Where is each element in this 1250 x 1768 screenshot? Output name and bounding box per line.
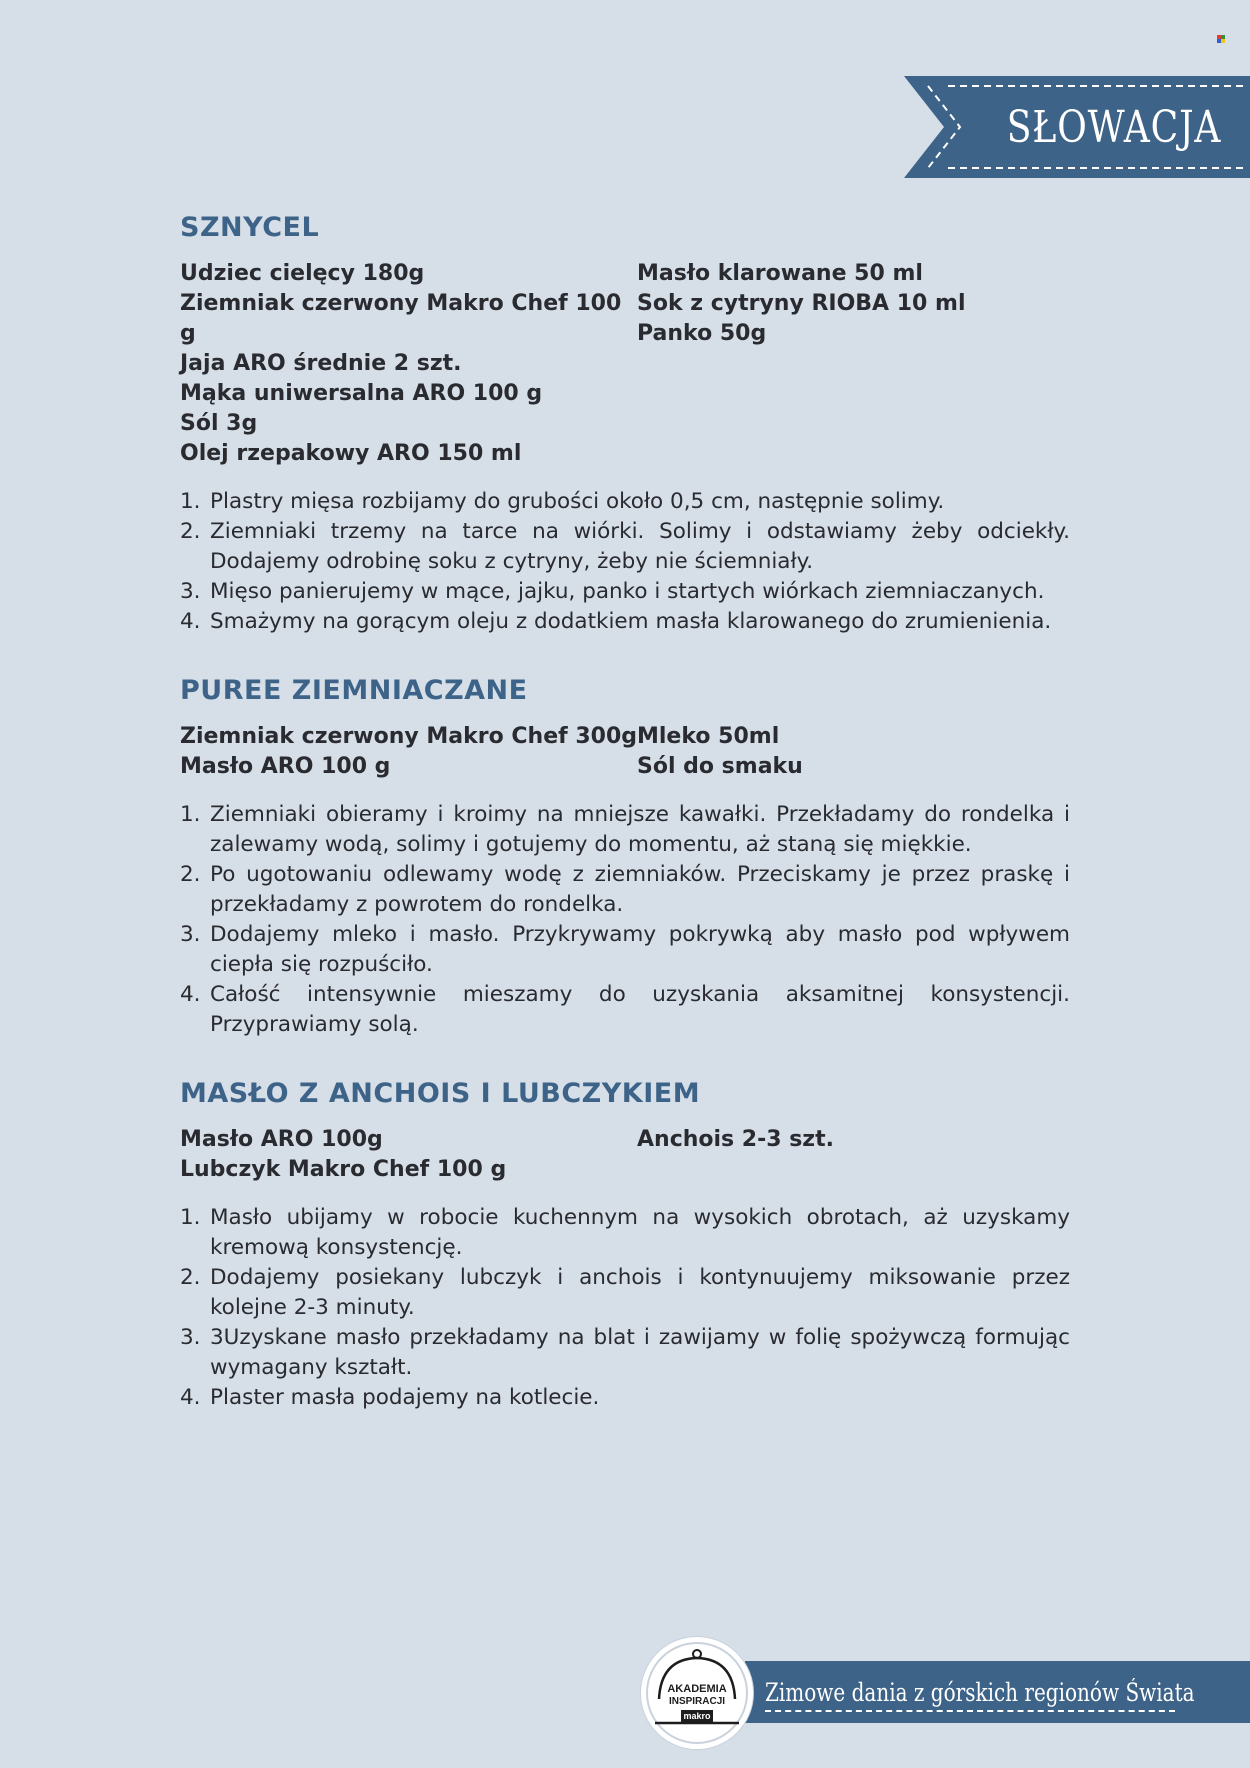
step-text: Masło ubijamy w robocie kuchennym na wysokich obrotach, aż uzyskamy kremową konsystencję.: [210, 1205, 1070, 1260]
ingredient-item: Ziemniak czerwony Makro Chef 100 g: [180, 291, 622, 346]
ingredients-left-column: [180, 1125, 637, 1185]
ingredients-list: [180, 1125, 1070, 1185]
corner-color-mark: [1217, 35, 1225, 43]
step-item: [180, 607, 1070, 637]
step-item: [180, 1383, 1070, 1413]
step-text: Ziemniaki obieramy i kroimy na mniejsze kawałki. Przekładamy do rondelka i zalewamy wodą, solimy i gotujemy do momentu, aż staną się miękkie.: [210, 802, 1070, 857]
ingredient-item: Masło ARO 100g: [180, 1127, 383, 1152]
step-item: [180, 487, 1070, 517]
step-text: 3Uzyskane masło przekładamy na blat i zawijamy w folię spożywczą formując wymagany kształt.: [210, 1325, 1070, 1380]
step-number: 4.: [180, 1385, 201, 1410]
step-text: Plaster masła podajemy na kotlecie.: [210, 1385, 600, 1410]
ingredient-item: Udziec cielęcy 180g: [180, 261, 425, 286]
step-item: [180, 920, 1070, 980]
logo-text-inspiracji: INSPIRACJI: [668, 1696, 726, 1707]
ingredient-item: Anchois 2-3 szt.: [637, 1127, 834, 1152]
step-number: 2.: [180, 862, 201, 887]
steps-list: [180, 800, 1070, 1040]
ingredient-item: Masło ARO 100 g: [180, 754, 391, 779]
ingredient-item: Masło klarowane 50 ml: [637, 261, 923, 286]
step-text: Dodajemy mleko i masło. Przykrywamy pokrywką aby masło pod wpływem ciepła się rozpuściło.: [210, 922, 1070, 977]
footer-dashed-line: [765, 1710, 1175, 1712]
step-text: Mięso panierujemy w mące, jajku, panko i startych wiórkach ziemniaczanych.: [210, 579, 1045, 604]
ingredient-item: Sok z cytryny RIOBA 10 ml: [637, 291, 966, 316]
step-text: Dodajemy posiekany lubczyk i anchois i kontynuujemy miksowanie przez kolejne 2-3 minuty.: [210, 1265, 1070, 1320]
step-number: 4.: [180, 609, 201, 634]
step-number: 1.: [180, 802, 201, 827]
step-item: [180, 980, 1070, 1040]
step-number: 3.: [180, 1325, 201, 1350]
ingredients-list: [180, 259, 1070, 469]
step-text: Całość intensywnie mieszamy do uzyskania aksamitnej konsystencji. Przyprawiamy solą.: [210, 982, 1070, 1037]
ingredients-right-column: [637, 722, 803, 782]
step-number: 3.: [180, 579, 201, 604]
country-title: SŁOWACJA: [1006, 101, 1222, 153]
step-number: 3.: [180, 922, 201, 947]
ingredients-right-column: [637, 259, 966, 469]
step-item: [180, 800, 1070, 860]
step-item: [180, 1203, 1070, 1263]
steps-list: [180, 1203, 1070, 1413]
logo-text-akademia: AKADEMIA: [667, 1683, 727, 1695]
step-number: 2.: [180, 1265, 201, 1290]
recipe-section-sznycel: [180, 212, 1070, 637]
ingredient-item: Ziemniak czerwony Makro Chef 300g: [180, 724, 638, 749]
step-number: 4.: [180, 982, 201, 1007]
ingredients-left-column: [180, 722, 637, 782]
ingredients-list: [180, 722, 1070, 782]
ingredient-item: Panko 50g: [637, 321, 767, 346]
ingredient-item: Olej rzepakowy ARO 150 ml: [180, 441, 522, 466]
step-text: Ziemniaki trzemy na tarce na wiórki. Solimy i odstawiamy żeby odciekły. Dodajemy odrobinę soku z cytryny, żeby nie ściemniały.: [210, 519, 1070, 574]
makro-brand-label: makro: [681, 1710, 713, 1722]
step-text: Plastry mięsa rozbijamy do grubości około 0,5 cm, następnie solimy.: [210, 489, 945, 514]
ingredient-item: Sól 3g: [180, 411, 258, 436]
step-item: [180, 517, 1070, 577]
step-number: 1.: [180, 489, 201, 514]
recipe-title: SZNYCEL: [180, 212, 320, 243]
recipe-title: PUREE ZIEMNIACZANE: [180, 675, 528, 706]
country-banner: [904, 76, 1250, 178]
step-number: 2.: [180, 519, 201, 544]
akademia-inspiracji-logo: [640, 1636, 754, 1750]
step-text: Smażymy na gorącym oleju z dodatkiem masła klarowanego do zrumienienia.: [210, 609, 1052, 634]
step-item: [180, 1323, 1070, 1383]
recipe-title: MASŁO Z ANCHOIS I LUBCZYKIEM: [180, 1078, 701, 1109]
ingredient-item: Mąka uniwersalna ARO 100 g: [180, 381, 543, 406]
ingredient-item: Sól do smaku: [637, 754, 803, 779]
step-item: [180, 1263, 1070, 1323]
recipes-content: [180, 212, 1070, 1451]
ingredient-item: Mleko 50ml: [637, 724, 780, 749]
step-text: Po ugotowaniu odlewamy wodę z ziemniaków. Przeciskamy je przez praskę i przekładamy z powrotem do rondelka.: [210, 862, 1070, 917]
recipe-section-maslo: [180, 1078, 1070, 1413]
steps-list: [180, 487, 1070, 637]
ingredient-item: Lubczyk Makro Chef 100 g: [180, 1157, 507, 1182]
recipe-section-puree: [180, 675, 1070, 1040]
ingredients-left-column: [180, 259, 637, 469]
footer-tagline: Zimowe dania z górskich regionów Świata: [765, 1677, 1195, 1707]
step-item: [180, 860, 1070, 920]
step-item: [180, 577, 1070, 607]
ingredient-item: Jaja ARO średnie 2 szt.: [180, 351, 462, 376]
step-number: 1.: [180, 1205, 201, 1230]
ingredients-right-column: [637, 1125, 834, 1185]
